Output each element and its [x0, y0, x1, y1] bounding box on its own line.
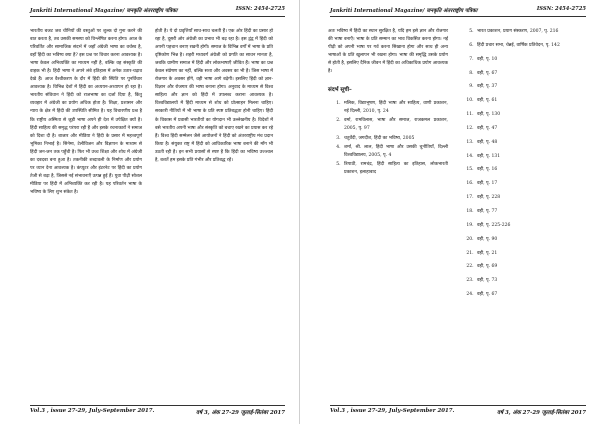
reference-item: 15. वही, पृ. 16 [475, 166, 578, 174]
reference-item: 9. वही, पृ. 37 [475, 83, 578, 91]
issn: ISSN: 2454-2725 [235, 6, 285, 12]
reference-item: 1. मलिक, विद्याभूषण, हिंदी भाषा और साहित्य, वाणी प्रकाशन, नई दिल्ली, 2010, पृ. 24 [342, 100, 448, 116]
body-paragraph: होती है। ये दो प्रवृत्तियाँ साथ-साथ चलती हैं। एक ओर हिंदी का प्रसार हो रहा है, दूसरी ओर अंग्रेजी का प्रभाव भी बढ़ रहा है। इस द्वंद्व में हिंदी को अपनी पहचान बनाए रखनी होगी। समाज के विभिन्न वर्गों में भाषा के प्रति दृष्टिकोण भिन्न है। शहरी मध्यवर्ग अंग्रेजी को प्रगति का साधन मानता है, जबकि ग्रामीण समाज में हिंदी और लोकभाषाएँ जीवित हैं। भाषा का प्रश्न केवल संप्रेषण का नहीं, बल्कि सत्ता और अवसर का भी है। जिस भाषा में रोजगार के अवसर होंगे, वही भाषा आगे बढ़ेगी। इसलिए हिंदी को ज्ञान-विज्ञान और रोजगार की भाषा बनाना होगा। अनुवाद के माध्यम से विश्व साहित्य और ज्ञान को हिंदी में उपलब्ध कराना आवश्यक है। विश्वविद्यालयों में हिंदी माध्यम से शोध को प्रोत्साहन मिलना चाहिए। सरकारी नीतियों में भी भाषा के प्रति स्पष्ट प्रतिबद्धता होनी चाहिए। हिंदी के विकास में प्रवासी भारतीयों का योगदान भी उल्लेखनीय है। विदेशों में बसे भारतीय अपनी भाषा और संस्कृति को बचाए रखने का प्रयास कर रहे हैं। विश्व हिंदी सम्मेलन जैसे आयोजनों ने हिंदी को अंतरराष्ट्रीय मंच प्रदान किया है। संयुक्त राष्ट्र में हिंदी को आधिकारिक भाषा बनाने की माँग भी उठती रही है। इन सभी प्रयासों से स्पष्ट है कि हिंदी का भविष्य उज्ज्वल है, बशर्ते हम इसके प्रति गंभीर और प्रतिबद्ध रहें। [155, 29, 273, 163]
right-page [300, 0, 600, 424]
reference-item: 4. शर्मा, श्री. लाल, हिंदी भाषा और उसकी चुनौतियाँ, दिल्ली विश्वविद्यालय, 2005, पृ. 4 [342, 144, 448, 160]
text-column-1 [30, 28, 142, 197]
reference-item: 12. वही, पृ. 47 [475, 125, 578, 133]
page-header [30, 6, 285, 17]
reference-item: 24. वही, पृ. 67 [475, 291, 578, 299]
reference-item: 23. वही, पृ. 73 [475, 277, 578, 285]
volume-hindi: वर्ष 3, अंक 27-29 जुलाई-सितंबर 2017 [497, 410, 586, 416]
reference-item: 5. त्रिपाठी, रामचंद्र, हिंदी साहित्य का इतिहास, लोकभारती प्रकाशन, इलाहाबाद [342, 161, 448, 177]
volume-english: Vol.3 , issue 27-29, July-September 2017. [330, 408, 455, 414]
issn: ISSN: 2454-2725 [536, 6, 586, 12]
reference-item: 20. वही, पृ. 90 [475, 236, 578, 244]
page-header [330, 6, 586, 17]
reference-item: 7. वही, पृ. 10 [475, 56, 578, 64]
page-footer [330, 405, 586, 416]
journal-title: Jankriti International Magazine/ जनकृति अंतरराष्ट्रीय पत्रिका [30, 8, 178, 14]
reference-item: 5. भारत प्रकाशन, प्रयाग संस्करण, 2007, पृ. 216 [475, 28, 578, 36]
text-column-2 [155, 28, 273, 165]
reference-item: 16. वही, पृ. 17 [475, 180, 578, 188]
body-paragraph: भारतीय बजट जब चीनियों की वस्तुओं पर शुल्क दो गुना करने की बात करता है, तब उसकी समस्या को विश्लेषित करना होगा। आज के परिवर्तित और सामाजिक संदर्भ में जहाँ अंग्रेजी भाषा का वर्चस्व है, वहाँ हिंदी का भविष्य क्या है? इस प्रश्न पर विचार करना आवश्यक है। भाषा केवल अभिव्यक्ति का माध्यम नहीं है, बल्कि वह संस्कृति की वाहक भी है। हिंदी भाषा ने अपने लंबे इतिहास में अनेक उतार-चढ़ाव देखे हैं। आज वैश्वीकरण के दौर में हिंदी की स्थिति पर पुनर्विचार आवश्यक है। विभिन्न देशों में हिंदी का अध्ययन-अध्यापन हो रहा है। भारतीय संविधान ने हिंदी को राजभाषा का दर्जा दिया है, किंतु व्यवहार में अंग्रेजी का प्रयोग अधिक होता है। शिक्षा, प्रशासन और न्याय के क्षेत्र में हिंदी की उपस्थिति सीमित है। यह विचारणीय प्रश्न है कि राष्ट्रीय अस्मिता से जुड़ी भाषा अपने ही देश में उपेक्षित क्यों है। हिंदी साहित्य की समृद्ध परंपरा रही है और इसके रचनाकारों ने समाज को दिशा दी है। बाजार और मीडिया ने हिंदी के प्रसार में महत्त्वपूर्ण भूमिका निभाई है। सिनेमा, टेलीविजन और विज्ञापन के माध्यम से हिंदी जन-जन तक पहुँची है। फिर भी उच्च शिक्षा और शोध में अंग्रेजी का दबदबा बना हुआ है। तकनीकी शब्दावली के निर्माण और प्रयोग पर ध्यान देना आवश्यक है। कंप्यूटर और इंटरनेट पर हिंदी का प्रयोग तेजी से बढ़ा है, जिससे नई संभावनाएँ उत्पन्न हुई हैं। युवा पीढ़ी सोशल मीडिया पर हिंदी में अभिव्यक्ति कर रही है। यह परिवर्तन भाषा के भविष्य के लिए शुभ संकेत है। [30, 29, 142, 195]
reference-item: 6. हिंदी प्रचार सभा, चेन्नई, वार्षिक प्रतिवेदन, पृ. 142 [475, 42, 578, 50]
reference-item: 19. वही, पृ. 225-226 [475, 222, 578, 230]
reference-item: 17. वही, पृ. 228 [475, 194, 578, 202]
reference-item: 21. वही, पृ. 21 [475, 250, 578, 258]
reference-item: 11. वही, पृ. 130 [475, 111, 578, 119]
reference-item: 10. वही, पृ. 61 [475, 97, 578, 105]
reference-item: 2. वर्मा, रामविलास, भाषा और समाज, राजकमल प्रकाशन, 2005, पृ. 97 [342, 117, 448, 133]
text-column-2 [463, 28, 578, 305]
body-paragraph: अतः भविष्य में हिंदी का स्थान सुरक्षित है, यदि हम इसे ज्ञान और रोजगार की भाषा बनाएँ। भाषा के प्रति सम्मान का भाव विकसित करना होगा। नई पीढ़ी को अपनी भाषा पर गर्व करना सिखाना होगा और साथ ही अन्य भाषाओं के प्रति खुलापन भी रखना होगा। भाषा की समृद्धि उसके प्रयोग से होती है, इसलिए दैनिक जीवन में हिंदी का अधिकाधिक प्रयोग आवश्यक है। [328, 29, 448, 75]
reference-item: 3. चतुर्वेदी, जगदीश, हिंदी का भविष्य, 2005 [342, 135, 448, 143]
page-footer [30, 405, 285, 416]
reference-item: 13. वही, पृ. 48 [475, 139, 578, 147]
reference-item: 8. वही, पृ. 67 [475, 70, 578, 78]
reference-item: 14. वही, पृ. 131 [475, 153, 578, 161]
references-heading: संदर्भ सूची– [328, 87, 352, 94]
volume-english: Vol.3 , issue 27-29, July-September 2017. [30, 408, 155, 414]
volume-hindi: वर्ष 3, अंक 27-29 जुलाई-सितंबर 2017 [196, 410, 285, 416]
text-column-1 [328, 28, 448, 178]
journal-title: Jankriti International Magazine/ जनकृति अंतरराष्ट्रीय पत्रिका [330, 8, 478, 14]
reference-item: 18. वही, पृ. 77 [475, 208, 578, 216]
references-list [328, 100, 448, 176]
references-list-continued [463, 28, 578, 299]
reference-item: 22. वही, पृ. 69 [475, 263, 578, 271]
